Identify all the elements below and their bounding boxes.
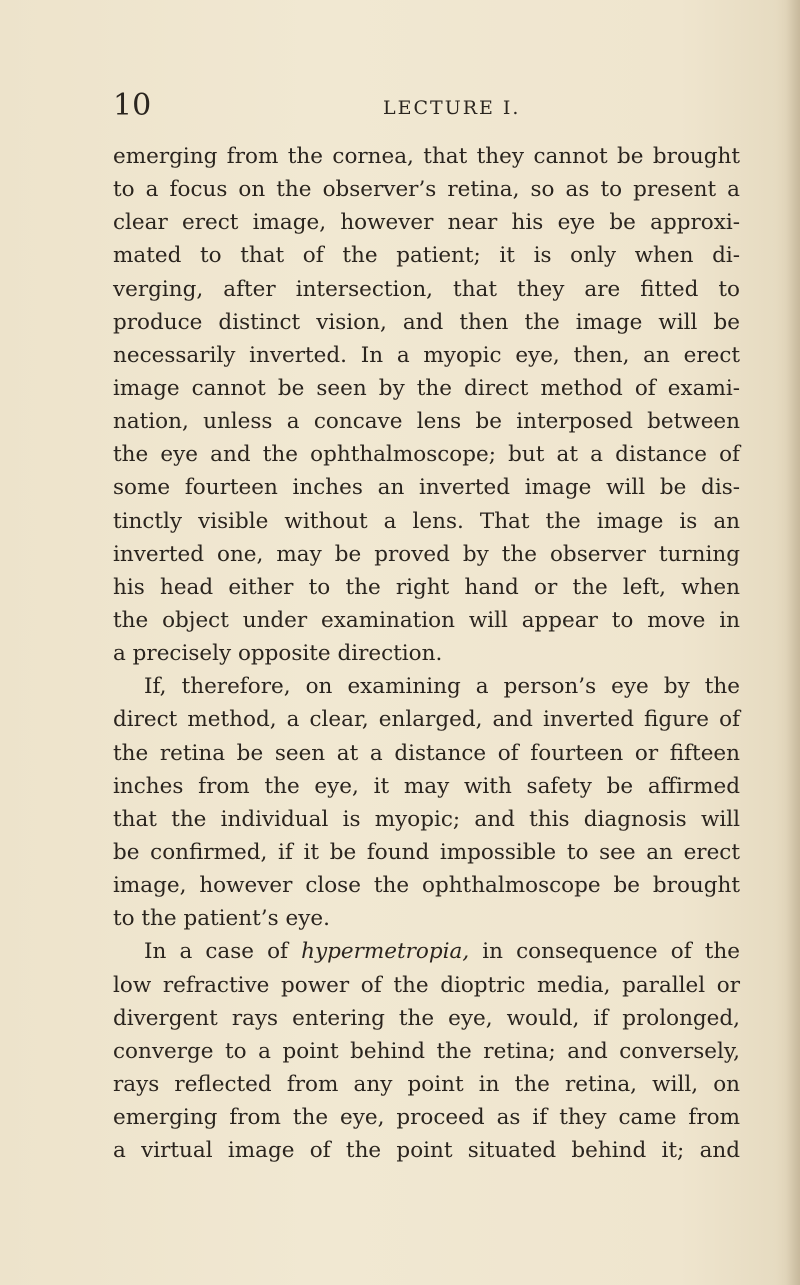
- text-line-with-italic: [113, 935, 740, 968]
- text-segment: in consequence of the: [469, 939, 740, 965]
- text-line: emerging from the cornea, that they cannot be brought: [113, 144, 740, 169]
- text-line: that the individual is myopic; and this diagnosis will: [113, 806, 740, 832]
- running-head: LECTURE I.: [383, 97, 521, 119]
- text-line: converge to a point behind the retina; and conversely,: [113, 1038, 740, 1064]
- text-segment: In a case of: [144, 939, 302, 965]
- text-line: tinctly visible without a lens. That the image is an: [113, 508, 740, 534]
- text-line: inverted one, may be proved by the observer turning: [113, 541, 740, 567]
- text-line: the retina be seen at a distance of fourteen or fifteen: [113, 740, 740, 766]
- text-line: inches from the eye, it may with safety be affirmed: [113, 773, 740, 799]
- text-line: to the patient’s eye.: [113, 906, 330, 932]
- text-line: the eye and the ophthalmoscope; but at a distance of: [113, 442, 740, 468]
- text-line: to a focus on the observer’s retina, so as to present a: [113, 177, 740, 203]
- text-line: a precisely opposite direction.: [113, 641, 443, 667]
- text-line: low refractive power of the dioptric media, parallel or: [113, 972, 740, 998]
- text-line: nation, unless a concave lens be interposed between: [113, 409, 740, 435]
- text-line: verging, after intersection, that they are fitted to: [113, 276, 740, 302]
- text-line: rays reflected from any point in the retina, will, on: [113, 1071, 740, 1097]
- text-line: a virtual image of the point situated behind it; and: [113, 1138, 740, 1164]
- italic-term: hypermetropia,: [301, 939, 470, 965]
- text-line: produce distinct vision, and then the image will be: [113, 309, 740, 335]
- text-line: clear erect image, however near his eye be approxi-: [113, 210, 740, 236]
- text-line: image cannot be seen by the direct method of exami-: [113, 375, 740, 401]
- body-text: [113, 140, 740, 1167]
- text-line: be confirmed, if it be found impossible to see an erect: [113, 839, 740, 865]
- text-line: emerging from the eye, proceed as if they came from: [113, 1105, 740, 1131]
- page-edge-shadow: [786, 0, 800, 1285]
- page-number: 10: [113, 88, 152, 123]
- text-line: direct method, a clear, enlarged, and inverted figure of: [113, 707, 740, 733]
- text-line: the object under examination will appear to move in: [113, 607, 740, 633]
- text-line: divergent rays entering the eye, would, if prolonged,: [113, 1005, 740, 1031]
- text-line: mated to that of the patient; it is only when di-: [113, 243, 740, 269]
- page-header: [113, 88, 738, 128]
- text-line: image, however close the ophthalmoscope be brought: [113, 873, 740, 899]
- text-line: necessarily inverted. In a myopic eye, then, an erect: [113, 342, 740, 368]
- text-line: If, therefore, on examining a person’s eye by the: [144, 674, 740, 700]
- text-line: some fourteen inches an inverted image will be dis-: [113, 475, 740, 501]
- text-line: his head either to the right hand or the left, when: [113, 574, 740, 600]
